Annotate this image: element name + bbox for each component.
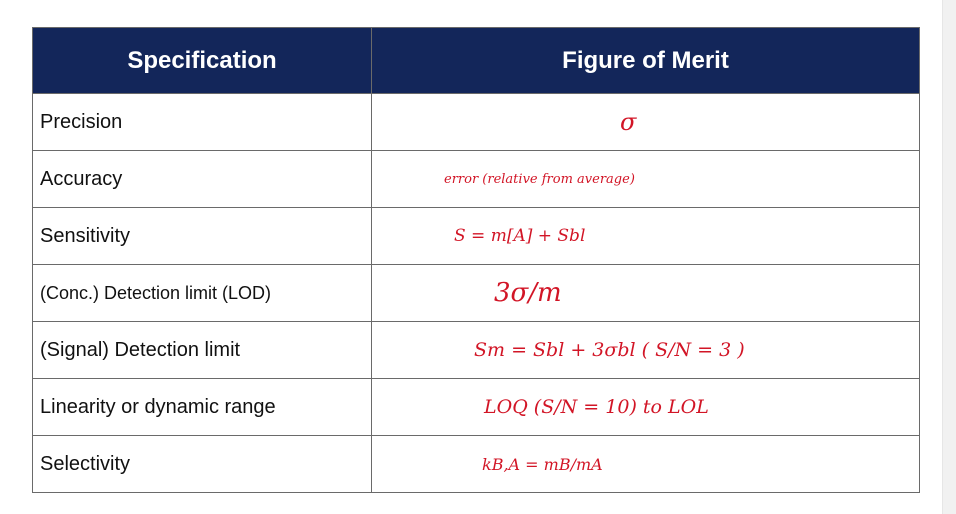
spec-cell: (Signal) Detection limit [33, 322, 372, 379]
merit-cell [372, 94, 920, 151]
handwritten-merit: σ [620, 108, 637, 136]
header-specification: Specification [33, 28, 372, 94]
merit-cell [372, 151, 920, 208]
handwritten-merit: 3σ/m [494, 278, 562, 308]
spec-cell: Selectivity [33, 436, 372, 493]
table-row [33, 151, 920, 208]
page-edge-strip [942, 0, 956, 514]
table-row [33, 94, 920, 151]
merit-cell [372, 436, 920, 493]
table-row [33, 208, 920, 265]
merit-cell [372, 265, 920, 322]
table-row [33, 436, 920, 493]
table-row [33, 265, 920, 322]
handwritten-merit: LOQ (S/N = 10) to LOL [484, 396, 709, 418]
spec-cell: Accuracy [33, 151, 372, 208]
spec-cell: Linearity or dynamic range [33, 379, 372, 436]
table-row [33, 322, 920, 379]
merit-cell [372, 208, 920, 265]
header-figure-of-merit: Figure of Merit [372, 28, 920, 94]
handwritten-merit: kB,A = mB/mA [482, 454, 603, 474]
handwritten-merit: Sm = Sbl + 3σbl ( S/N = 3 ) [474, 339, 745, 361]
handwritten-merit: S = m[A] + Sbl [454, 226, 586, 246]
spec-cell: (Conc.) Detection limit (LOD) [33, 265, 372, 322]
specification-table [32, 27, 920, 493]
merit-cell [372, 379, 920, 436]
spec-cell: Sensitivity [33, 208, 372, 265]
table-header-row [33, 28, 920, 94]
spec-cell: Precision [33, 94, 372, 151]
table-row [33, 379, 920, 436]
handwritten-merit: error (relative from average) [444, 171, 635, 187]
merit-cell [372, 322, 920, 379]
